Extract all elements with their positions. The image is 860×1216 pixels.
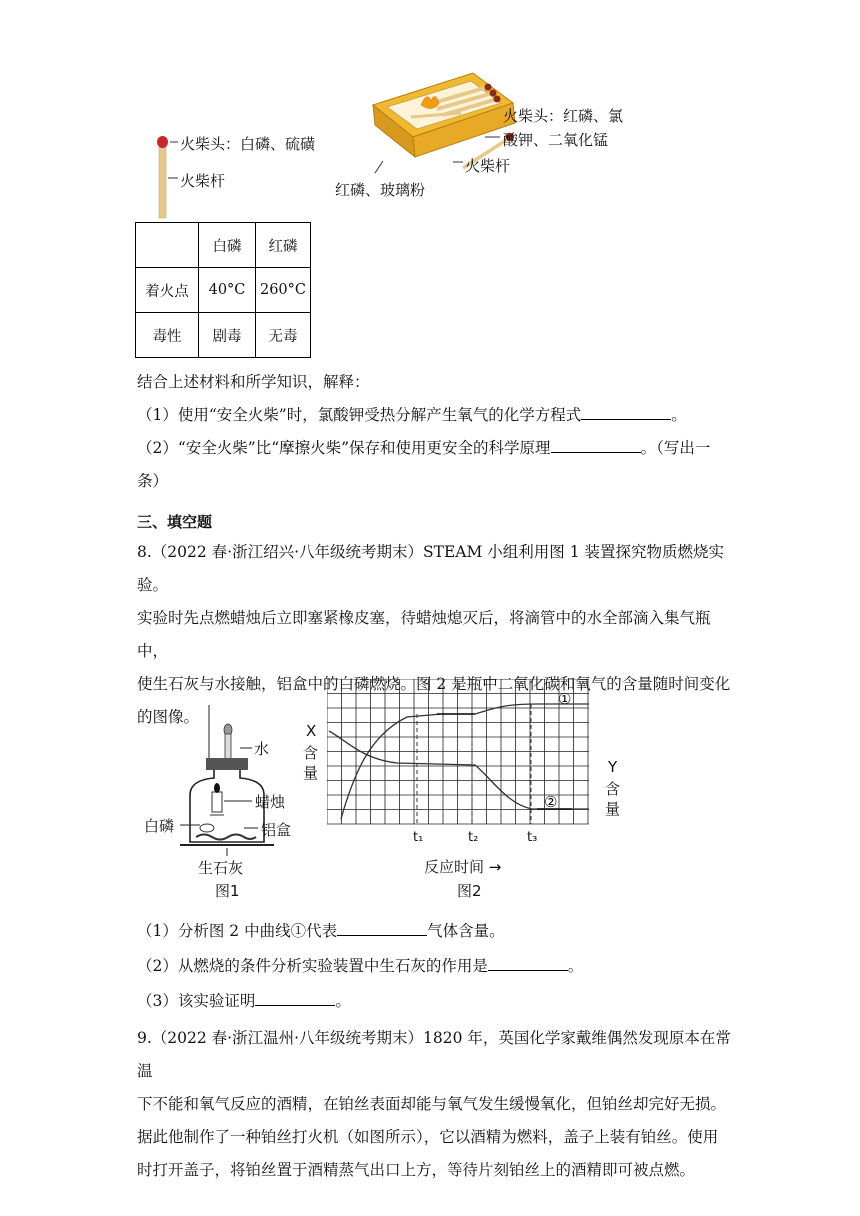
table-cell: 剧毒 <box>199 313 256 358</box>
figure-2-graph <box>300 676 640 902</box>
fig1-candle-label: 蜡烛 <box>255 793 286 811</box>
arrow-right-icon: → <box>488 858 502 876</box>
table-cell: 260°C <box>256 268 311 313</box>
q8-line: 的图像。 <box>137 708 200 726</box>
table-cell: 着火点 <box>136 268 199 313</box>
table-row <box>136 223 311 268</box>
friction-match-stick-label: 火柴杆 <box>180 172 226 190</box>
fig2-left-axis-liang: 量 <box>303 764 319 782</box>
table-cell: 红磷 <box>256 223 311 268</box>
answer-blank[interactable] <box>255 991 335 1006</box>
q9-stem <box>137 1022 737 1187</box>
section-title: 三、填空题 <box>137 513 213 531</box>
q8-subquestions <box>137 914 727 1019</box>
q9-line: 据此他制作了一种铂丝打火机（如图所示），它以酒精为燃料，盖子上装有铂丝。使用 <box>137 1128 719 1146</box>
q9-line: 时打开盖子，将铂丝置于酒精蒸气出口上方，等待片刻铂丝上的酒精即可被点燃。 <box>137 1161 696 1179</box>
answer-blank[interactable] <box>581 405 671 420</box>
fig2-right-axis-y: Y <box>608 758 618 776</box>
answer-blank[interactable] <box>337 921 427 936</box>
fig2-curve1-label: ① <box>558 690 572 708</box>
q8-sub2: （2）从燃烧的条件分析实验装置中生石灰的作用是 。 <box>137 957 584 975</box>
figure-1-apparatus <box>140 700 320 900</box>
fig2-left-axis-x: X <box>306 722 317 740</box>
answer-blank[interactable] <box>551 438 641 453</box>
q8-sub3: （3）该实验证明 。 <box>137 992 351 1010</box>
table-cell <box>136 223 199 268</box>
q8-sub1: （1）分析图 2 中曲线①代表 气体含量。 <box>137 922 505 940</box>
table-cell: 白磷 <box>199 223 256 268</box>
q9-line: 9.（2022 春·浙江温州·八年级统考期末）1820 年，英国化学家戴维偶然发现原本在常温 <box>137 1029 731 1080</box>
q8-line: 使生石灰与水接触，铝盒中的白磷燃烧。图 2 是瓶中二氧化碳和氧气的含量随时间变化 <box>137 675 731 693</box>
fig2-right-axis-han: 含 <box>605 780 621 798</box>
fig2-t3-label: t₃ <box>527 830 538 845</box>
friction-match-figure <box>140 130 340 220</box>
q7-sub2: （2）“安全火柴”比“摩擦火柴”保存和使用更安全的科学原理 。（写出一条） <box>137 439 711 490</box>
safety-match-stick-label: 火柴杆 <box>465 157 511 175</box>
fig2-curve2-label: ② <box>544 793 558 811</box>
safety-match-head-label-1: 火柴头：红磷、氯 <box>503 107 624 125</box>
fig1-caption: 图1 <box>215 882 240 900</box>
fig1-white-phosphorus-label: 白磷 <box>144 817 175 835</box>
fig1-water-label: 水 <box>254 740 270 758</box>
answer-blank[interactable] <box>488 956 568 971</box>
fig1-al-box-label: 铝盒 <box>261 821 292 839</box>
table-cell: 毒性 <box>136 313 199 358</box>
safety-match-figure <box>335 65 635 205</box>
table-row <box>136 268 311 313</box>
phosphorus-property-table <box>135 222 311 358</box>
q7-intro: 结合上述材料和所学知识，解释： <box>137 373 370 391</box>
table-cell: 40°C <box>199 268 256 313</box>
friction-match-icon <box>148 130 178 220</box>
safety-match-head-label-2: 酸钾、二氧化锰 <box>503 131 609 149</box>
fig1-quicklime-label: 生石灰 <box>198 859 244 877</box>
fig2-left-axis-han: 含 <box>303 744 319 762</box>
table-cell: 无毒 <box>256 313 311 358</box>
fig2-t1-label: t₁ <box>413 830 424 845</box>
q7-sub1: （1）使用“安全火柴”时，氯酸钾受热分解产生氧气的化学方程式 。 <box>137 406 687 424</box>
fig2-caption: 图2 <box>457 882 482 900</box>
q9-line: 下不能和氧气反应的酒精，在铂丝表面却能与氧气发生缓慢氧化，但铂丝却完好无损。 <box>137 1095 727 1113</box>
q8-line: 8.（2022 春·浙江绍兴·八年级统考期末）STEAM 小组利用图 1 装置探究物质燃烧实验。 <box>137 543 724 594</box>
q7-block <box>137 366 727 498</box>
table-row <box>136 313 311 358</box>
safety-match-leader-lines <box>335 65 635 205</box>
friction-match-head-label: 火柴头：白磷、硫磺 <box>180 135 316 153</box>
fig2-t2-label: t₂ <box>468 830 479 845</box>
safety-match-strip-label: 红磷、玻璃粉 <box>335 181 426 199</box>
fig2-right-axis-liang: 量 <box>605 800 621 818</box>
q8-line: 实验时先点燃蜡烛后立即塞紧橡皮塞，待蜡烛熄灭后，将滴管中的水全部滴入集气瓶中， <box>137 609 711 660</box>
fig2-xlabel: 反应时间 → <box>424 858 502 876</box>
